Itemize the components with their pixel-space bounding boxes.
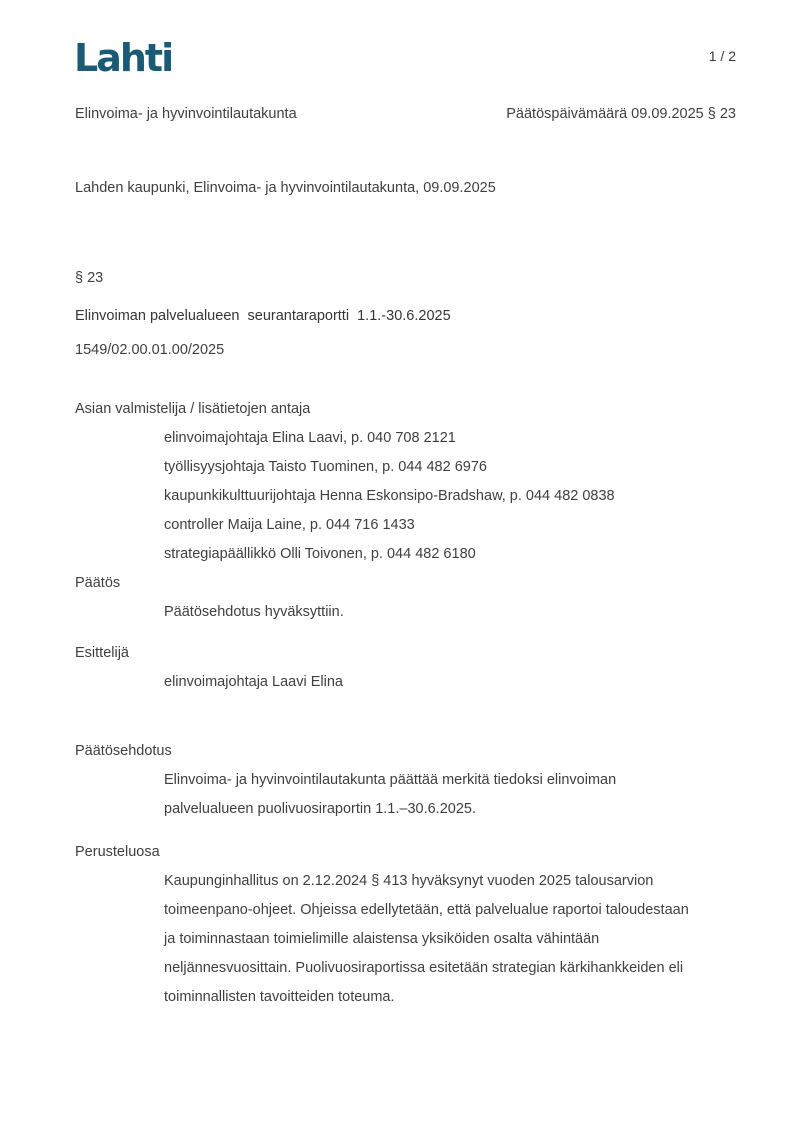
lahti-city-logo: Lahti — [74, 36, 173, 80]
page-number: 1 / 2 — [708, 48, 736, 64]
section — [75, 569, 743, 627]
section-heading: Päätösehdotus — [75, 743, 172, 759]
section-text-line: elinvoimajohtaja Elina Laavi, p. 040 708 2121 — [164, 430, 456, 446]
section-text-line: strategiapäällikkö Olli Toivonen, p. 044 482 6180 — [164, 546, 476, 562]
document-title: Elinvoiman palvelualueen seurantaraportti 1.1.-30.6.2025 — [75, 308, 451, 324]
paragraph-mark: § 23 — [75, 270, 104, 286]
section — [75, 395, 743, 569]
document-sections — [75, 395, 743, 1012]
section — [75, 737, 743, 824]
document-header-row — [75, 106, 736, 122]
organization-line: Lahden kaupunki, Elinvoima- ja hyvinvointilautakunta, 09.09.2025 — [75, 180, 496, 196]
section-text-line: neljännesvuosittain. Puolivuosiraportissa esitetään strategian kärkihankkeiden eli — [164, 960, 684, 976]
section-text-line: työllisyysjohtaja Taisto Tuominen, p. 044 482 6976 — [164, 459, 487, 475]
case-number: 1549/02.00.01.00/2025 — [75, 342, 225, 358]
section-text-line: controller Maija Laine, p. 044 716 1433 — [164, 517, 415, 533]
section-text-line: Kaupunginhallitus on 2.12.2024 § 413 hyväksynyt vuoden 2025 talousarvion — [164, 873, 654, 889]
section-heading: Päätös — [75, 575, 121, 591]
section — [75, 838, 743, 1012]
section-heading: Esittelijä — [75, 645, 129, 661]
decision-date: Päätöspäivämäärä 09.09.2025 § 23 — [506, 106, 736, 122]
section-text-line: elinvoimajohtaja Laavi Elina — [164, 674, 343, 690]
committee-name: Elinvoima- ja hyvinvointilautakunta — [75, 106, 297, 122]
section-text-line: toiminnallisten tavoitteiden toteuma. — [164, 989, 395, 1005]
section-text-line: kaupunkikulttuurijohtaja Henna Eskonsipo-Bradshaw, p. 044 482 0838 — [164, 488, 615, 504]
section-text-line: palvelualueen puolivuosiraportin 1.1.–30.6.2025. — [164, 801, 476, 817]
section-text-line: ja toiminnastaan toimielimille alaistensa yksiköiden osalta vähintään — [164, 931, 600, 947]
section-text-line: Elinvoima- ja hyvinvointilautakunta päättää merkitä tiedoksi elinvoiman — [164, 772, 617, 788]
section — [75, 639, 743, 697]
section-heading: Perusteluosa — [75, 844, 160, 860]
section-heading: Asian valmistelija / lisätietojen antaja — [75, 401, 311, 417]
section-text-line: toimeenpano-ohjeet. Ohjeissa edellytetään, että palvelualue raportoi taloudestaan — [164, 902, 689, 918]
section-text-line: Päätösehdotus hyväksyttiin. — [164, 604, 344, 620]
